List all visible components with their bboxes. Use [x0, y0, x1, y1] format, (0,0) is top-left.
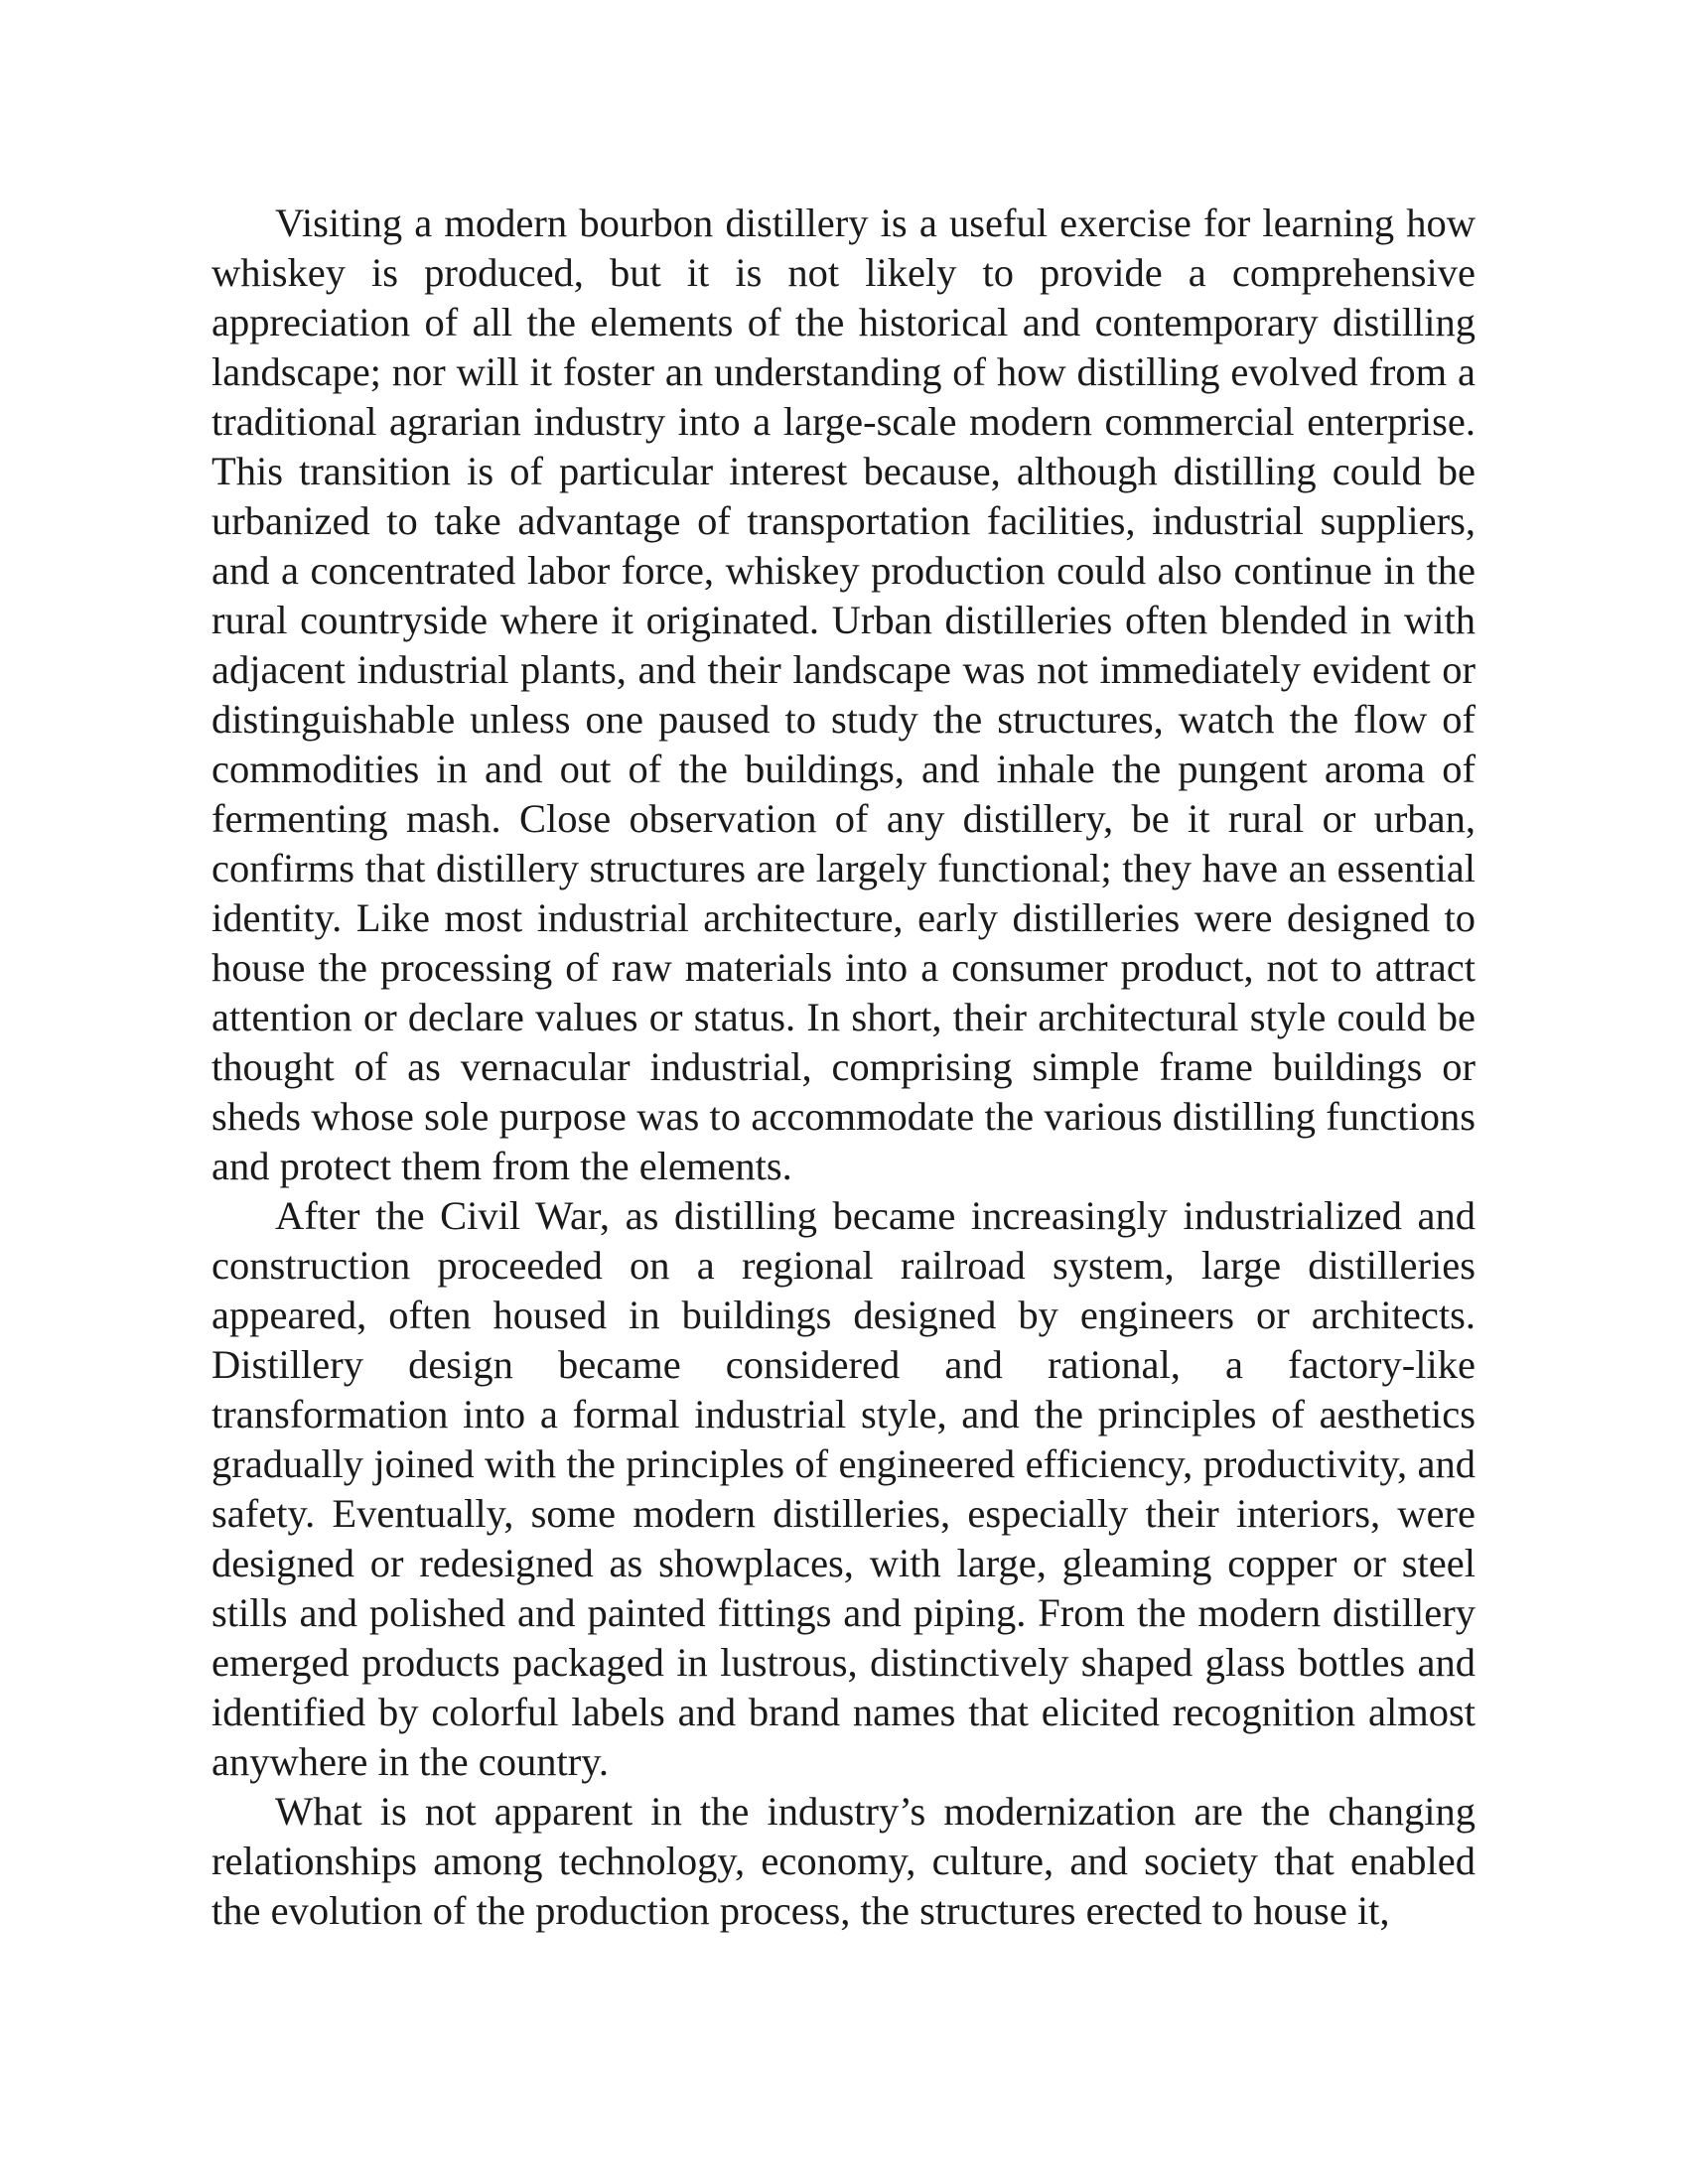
paragraph: Visiting a modern bourbon distillery is a useful exercise for learning how whiskey is produced, but it is not likely to provide a comprehensive appreciation of all the elements of the historical and contemporary distilling landscape; nor will it foster an understanding of how distilling evolved from a traditional agrarian industry into a large-scale modern commercial enterprise. This transition is of particular interest because, although distilling could be urbanized to take advantage of transportation facilities, industrial suppliers, and a concentrated labor force, whiskey production could also continue in the rural countryside where it originated. Urban distilleries often blended in with adjacent industrial plants, and their landscape was not immediately evident or distinguishable unless one paused to study the structures, watch the flow of commodities in and out of the buildings, and inhale the pungent aroma of fermenting mash. Close observation of any distillery, be it rural or urban, confirms that distillery structures are largely functional; they have an essential identity. Like most industrial architecture, early distilleries were designed to house the processing of raw materials into a consumer product, not to attract attention or declare values or status. In short, their architectural style could be thought of as vernacular industrial, comprising simple frame buildings or sheds whose sole purpose was to accommodate the various distilling functions and protect them from the elements. [211, 201, 1476, 1188]
page-body [211, 199, 1476, 1936]
paragraph: What is not apparent in the industry’s modernization are the changing relationships among technology, economy, culture, and society that enabled the evolution of the production process, the structures erected to house it, [211, 1789, 1476, 1933]
paragraph: After the Civil War, as distilling became increasingly industrialized and construction proceeded on a regional railroad system, large distilleries appeared, often housed in buildings designed by engineers or architects. Distillery design became considered and rational, a factory-like transformation into a formal industrial style, and the principles of aesthetics gradually joined with the principles of engineered efficiency, productivity, and safety. Eventually, some modern distilleries, especially their interiors, were designed or redesigned as showplaces, with large, gleaming copper or steel stills and polished and painted fittings and piping. From the modern distillery emerged products packaged in lustrous, distinctively shaped glass bottles and identified by colorful labels and brand names that elicited recognition almost anywhere in the country. [211, 1193, 1476, 1784]
